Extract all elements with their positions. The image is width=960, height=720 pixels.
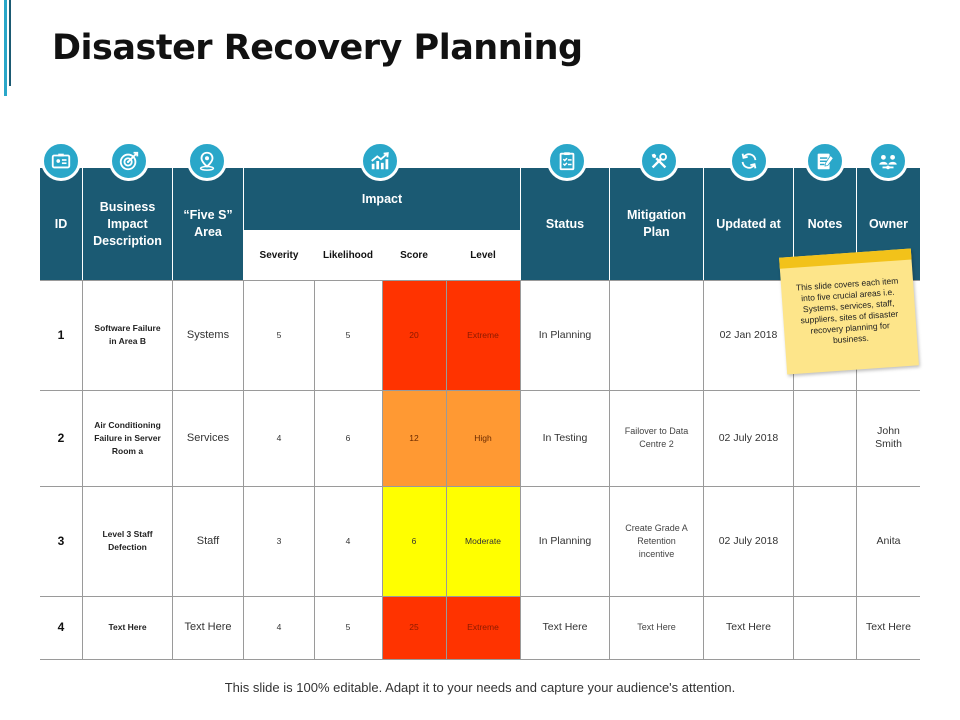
row1-updated: 02 Jan 2018 [719,328,778,341]
row2-mitigation: Failover to Data Centre 2 [624,426,689,449]
row4-area: Text Here [184,621,232,633]
row3-updated: 02 July 2018 [718,534,779,547]
header-status: Status [521,168,609,280]
sticky-note [779,249,919,375]
row2-notes [794,390,856,486]
row3-notes [794,486,856,596]
row2-updated: 02 July 2018 [718,431,779,444]
header-severity: Severity [244,230,314,280]
row3-score: 6 [411,535,417,546]
header-mitigation-plan: Mitigation Plan [610,168,703,280]
row1-score: 20 [409,329,419,340]
row4-mitigation: Text Here [637,622,676,632]
row4-notes [794,596,856,659]
row3-level: Moderate [465,535,501,546]
row4-description: Text Here [108,622,147,632]
header-updated-at: Updated at [704,168,793,280]
row1-area: Systems [186,328,230,341]
refresh-icon [729,141,769,181]
row2-description: Air Conditioning Failure in Server Room a [94,419,161,456]
tools-icon [639,141,679,181]
row1-mitigation [610,280,703,390]
header-likelihood: Likelihood [314,230,382,280]
id-card-icon [41,141,81,181]
header-level: Level [446,230,520,280]
row1-severity: 5 [276,329,282,340]
checklist-icon [547,141,587,181]
row3-likelihood: 4 [345,535,351,546]
row3-status: In Planning [538,534,592,547]
row1-likelihood: 5 [345,329,351,340]
row2-score: 12 [409,432,419,443]
row2-area: Services [186,431,230,444]
row1-level: Extreme [467,329,499,340]
header-id: ID [40,168,82,280]
header-impact: Impact [244,168,520,230]
growth-chart-icon [360,141,400,181]
row1-status: In Planning [538,328,592,341]
header-notes: Notes [794,168,856,280]
notes-icon [805,141,845,181]
row2-severity: 4 [276,432,282,443]
row3-mitigation: Create Grade A Retention incentive [625,522,688,559]
row4-level: Extreme [467,622,499,632]
row2-owner: John Smith [875,425,902,450]
page-title: Disaster Recovery Planning [52,28,583,68]
sticky-note-text: This slide covers each item into five crucial areas i.e. Systems, services, staff, suppliers, sites of disaster recovery planning for business. [795,275,899,346]
row3-description: Level 3 Staff Defection [102,529,153,552]
row3-owner: Anita [876,534,901,547]
row4-owner: Text Here [866,621,911,633]
row4-updated: Text Here [726,621,771,633]
row4-id: 4 [57,620,65,634]
header-business-impact: Business Impact Description [83,168,172,280]
location-pin-icon [187,141,227,181]
row2-level: High [474,432,492,443]
row4-score: 25 [409,622,419,632]
row1-description: Software Failure in Area B [94,323,161,346]
row2-status: In Testing [542,431,588,444]
row4-likelihood: 5 [345,622,351,632]
row4-status: Text Here [542,621,588,633]
row3-area: Staff [196,534,220,547]
target-icon [109,141,149,181]
row1-id: 1 [57,327,65,342]
footer-text: This slide is 100% editable. Adapt it to your needs and capture your audience's attention. [224,680,736,695]
row3-severity: 3 [276,535,282,546]
team-icon [868,141,908,181]
row3-id: 3 [57,533,65,548]
header-five-s-area: “Five S” Area [173,168,243,280]
header-owner: Owner [857,168,920,280]
header-score: Score [382,230,446,280]
row2-likelihood: 6 [345,432,351,443]
row4-severity: 4 [276,622,282,632]
row2-id: 2 [57,430,65,445]
